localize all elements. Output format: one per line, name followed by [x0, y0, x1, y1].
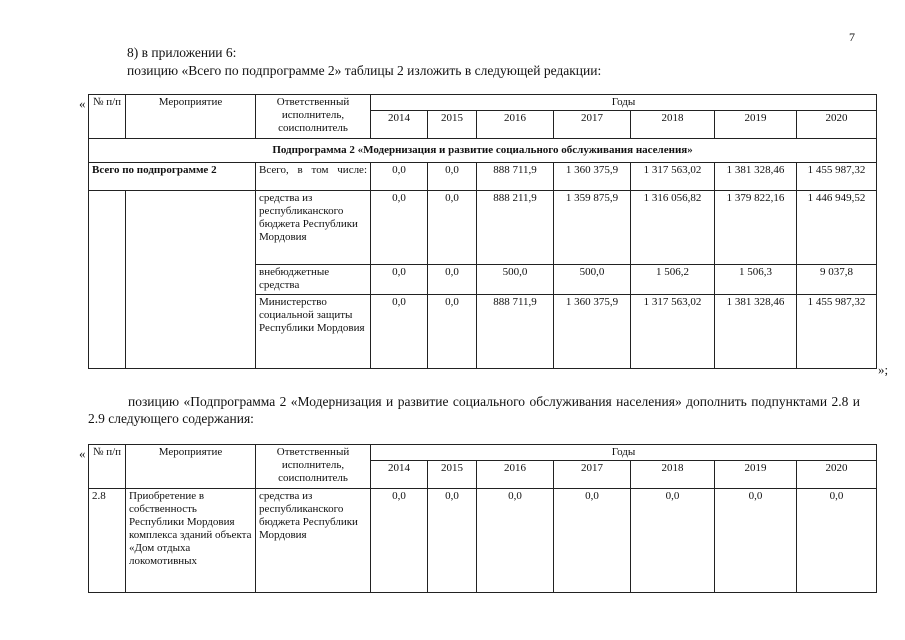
- year-cell: 2016: [477, 461, 554, 489]
- value-cell: 0,0: [371, 295, 428, 369]
- opening-quote-2: «: [79, 446, 86, 461]
- value-cell: 1 455 987,32: [797, 163, 877, 191]
- section-title: Подпрограмма 2 «Модернизация и развитие социального обслуживания населения»: [89, 139, 877, 163]
- value-cell: 1 360 375,9: [554, 295, 631, 369]
- value-cell: 0,0: [554, 489, 631, 593]
- empty-num-cell: [89, 191, 126, 369]
- year-cell: 2016: [477, 111, 554, 139]
- value-cell: 1 317 563,02: [631, 163, 715, 191]
- year-cell: 2020: [797, 111, 877, 139]
- year-cell: 2018: [631, 111, 715, 139]
- source-cell: Всего, в том числе:: [256, 163, 371, 191]
- year-cell: 2020: [797, 461, 877, 489]
- value-cell: 0,0: [428, 265, 477, 295]
- value-cell: 0,0: [371, 163, 428, 191]
- value-cell: 0,0: [797, 489, 877, 593]
- year-cell: 2014: [371, 111, 428, 139]
- value-cell: 1 379 822,16: [715, 191, 797, 265]
- value-cell: 1 506,3: [715, 265, 797, 295]
- value-cell: 888 711,9: [477, 163, 554, 191]
- value-cell: 0,0: [428, 191, 477, 265]
- value-cell: 500,0: [554, 265, 631, 295]
- table-subprogram-total: [88, 94, 877, 369]
- header-responsible: Ответственный исполнитель, соисполнитель: [256, 445, 371, 489]
- year-cell: 2014: [371, 461, 428, 489]
- opening-quote: «: [79, 96, 86, 111]
- empty-event-cell: [126, 191, 256, 369]
- intro-line-1: 8) в приложении 6:: [127, 45, 237, 60]
- source-cell: средства из республиканского бюджета Республики Мордовия: [256, 191, 371, 265]
- value-cell: 0,0: [371, 191, 428, 265]
- value-cell: 0,0: [631, 489, 715, 593]
- value-cell: 1 316 056,82: [631, 191, 715, 265]
- page-number: 7: [849, 30, 855, 44]
- value-cell: 0,0: [428, 295, 477, 369]
- year-cell: 2015: [428, 111, 477, 139]
- value-cell: 0,0: [428, 163, 477, 191]
- source-cell: Министерство социальной защиты Республики Мордовия: [256, 295, 371, 369]
- year-cell: 2015: [428, 461, 477, 489]
- row-num: 2.8: [89, 489, 126, 593]
- value-cell: 0,0: [477, 489, 554, 593]
- value-cell: 0,0: [371, 489, 428, 593]
- header-responsible: Ответственный исполнитель, соисполнитель: [256, 95, 371, 139]
- value-cell: 0,0: [371, 265, 428, 295]
- value-cell: 1 455 987,32: [797, 295, 877, 369]
- value-cell: 9 037,8: [797, 265, 877, 295]
- table-row: [89, 191, 877, 265]
- header-event: Мероприятие: [126, 95, 256, 139]
- value-cell: 0,0: [715, 489, 797, 593]
- total-label: Всего по подпрограмме 2: [89, 163, 256, 191]
- header-num: № п/п: [89, 95, 126, 139]
- table-row: [89, 489, 877, 593]
- closing-quote: »;: [878, 362, 889, 377]
- year-cell: 2018: [631, 461, 715, 489]
- event-cell: Приобретение в собственность Республики Мордовия комплекса зданий объекта «Дом отдыха локомотивных: [126, 489, 256, 593]
- year-cell: 2017: [554, 461, 631, 489]
- paragraph-2: позицию «Подпрограмма 2 «Модернизация и развитие социального обслуживания населения» дополнить подпунктами 2.8 и 2.9 следующего содержания:: [88, 394, 860, 426]
- header-years: Годы: [371, 445, 877, 461]
- header-event: Мероприятие: [126, 445, 256, 489]
- source-cell: средства из республиканского бюджета Республики Мордовия: [256, 489, 371, 593]
- header-years: Годы: [371, 95, 877, 111]
- year-cell: 2019: [715, 461, 797, 489]
- value-cell: 1 506,2: [631, 265, 715, 295]
- source-cell: внебюджетные средства: [256, 265, 371, 295]
- table-subitems: [88, 444, 877, 593]
- value-cell: 888 211,9: [477, 191, 554, 265]
- value-cell: 1 317 563,02: [631, 295, 715, 369]
- value-cell: 1 359 875,9: [554, 191, 631, 265]
- value-cell: 1 360 375,9: [554, 163, 631, 191]
- value-cell: 1 381 328,46: [715, 163, 797, 191]
- value-cell: 1 381 328,46: [715, 295, 797, 369]
- intro-line-2: позицию «Всего по подпрограмме 2» таблицы 2 изложить в следующей редакции:: [127, 63, 602, 78]
- value-cell: 500,0: [477, 265, 554, 295]
- year-cell: 2019: [715, 111, 797, 139]
- year-cell: 2017: [554, 111, 631, 139]
- value-cell: 1 446 949,52: [797, 191, 877, 265]
- value-cell: 0,0: [428, 489, 477, 593]
- value-cell: 888 711,9: [477, 295, 554, 369]
- header-num: № п/п: [89, 445, 126, 489]
- table-row: [89, 163, 877, 191]
